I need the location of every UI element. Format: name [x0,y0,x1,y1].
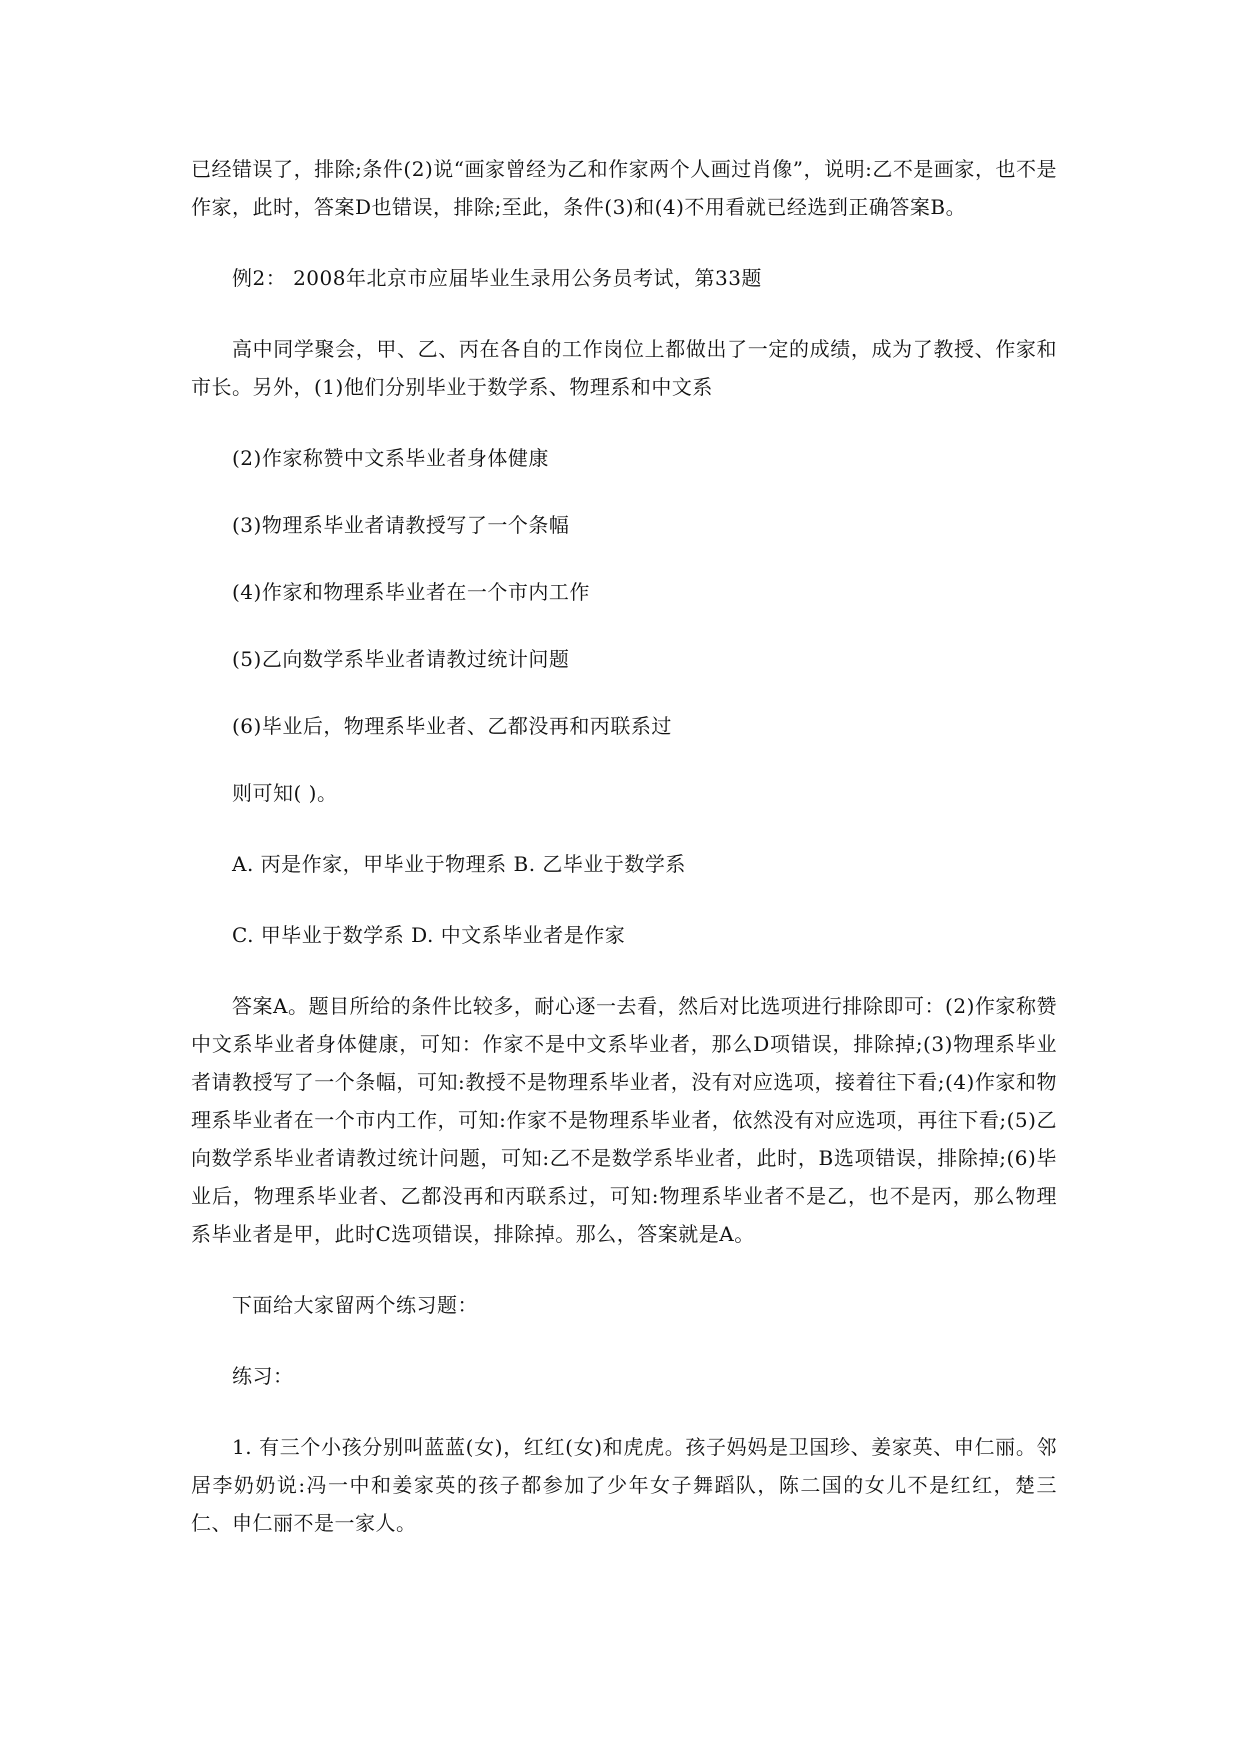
condition-4: (4)作家和物理系毕业者在一个市内工作 [232,580,590,604]
document-body [191,150,1057,1542]
condition-6: (6)毕业后，物理系毕业者、乙都没再和丙联系过 [232,714,672,738]
paragraph-continuation: 已经错误了，排除;条件(2)说“画家曾经为乙和作家两个人画过肖像”，说明:乙不是画家，也不是作家，此时，答案D也错误，排除;至此，条件(3)和(4)不用看就已经选到正确答案B。 [191,157,1057,219]
condition-5: (5)乙向数学系毕业者请教过统计问题 [232,647,570,671]
condition-2: (2)作家称赞中文系毕业者身体健康 [232,446,549,470]
answer-explanation: 答案A。题目所给的条件比较多，耐心逐一去看，然后对比选项进行排除即可：(2)作家称赞中文系毕业者身体健康，可知：作家不是中文系毕业者，那么D项错误，排除掉;(3)物理系毕业者请教授写了一个条幅，可知:教授不是物理系毕业者，没有对应选项，接着往下看;(4)作家和物理系毕业者在一个市内工作，可知:作家不是物理系毕业者，依然没有对应选项，再往下看;(5)乙向数学系毕业者请教过统计问题，可知:乙不是数学系毕业者，此时，B选项错误，排除掉;(6)毕业后，物理系毕业者、乙都没再和丙联系过，可知:物理系毕业者不是乙，也不是丙，那么物理系毕业者是甲，此时C选项错误，排除掉。那么，答案就是A。 [191,994,1057,1246]
practice-heading: 练习： [232,1364,294,1388]
practice-intro: 下面给大家留两个练习题： [232,1293,478,1317]
practice-question-1: 1. 有三个小孩分别叫蓝蓝(女)，红红(女)和虎虎。孩子妈妈是卫国珍、姜家英、申仁丽。邻居李奶奶说:冯一中和姜家英的孩子都参加了少年女子舞蹈队，陈二国的女儿不是红红，楚三仁、申仁丽不是一家人。 [191,1435,1057,1535]
condition-3: (3)物理系毕业者请教授写了一个条幅 [232,513,570,537]
question-stem: 高中同学聚会，甲、乙、丙在各自的工作岗位上都做出了一定的成绩，成为了教授、作家和市长。另外，(1)他们分别毕业于数学系、物理系和中文系 [191,337,1057,399]
example-2-heading: 例2： 2008年北京市应届毕业生录用公务员考试，第33题 [232,266,762,290]
options-a-b: A. 丙是作家，甲毕业于物理系 B. 乙毕业于数学系 [232,852,686,876]
question-prompt: 则可知( )。 [232,781,338,805]
options-c-d: C. 甲毕业于数学系 D. 中文系毕业者是作家 [232,923,626,947]
